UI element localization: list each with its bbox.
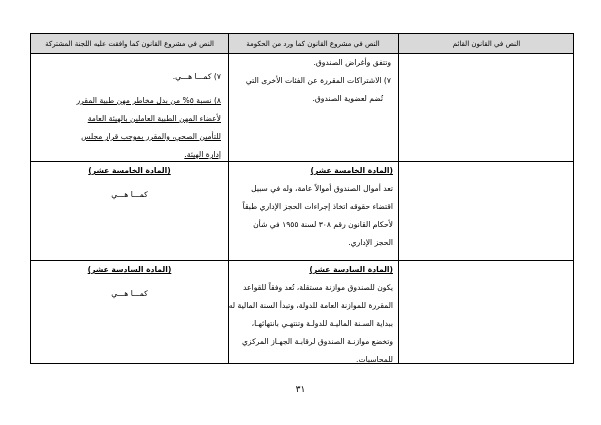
text-line: المقررة للموازنة العامة للدولة، وتبدأ السنة المالية له bbox=[228, 301, 393, 310]
text-line: تُضم لعضوية الصندوق. bbox=[312, 94, 383, 103]
text-line: ببداية السـنة الماليـة للدولـة وتنتهـي بانتهائهـا، bbox=[251, 319, 393, 328]
text-line: وتتفق وأغراض الصندوق. bbox=[313, 58, 391, 67]
text-line: وتخضع موازنـة الصندوق لرقابـة الجهـاز المركزي bbox=[241, 337, 393, 346]
row1-committee-text bbox=[37, 68, 221, 164]
table-header-row bbox=[31, 34, 573, 54]
column-divider bbox=[398, 34, 399, 363]
article-16-title-committee: (المادة السادسة عشر) bbox=[87, 265, 172, 274]
row3-government-text bbox=[228, 261, 393, 369]
committee-item-7: ٧) كمـــا هـــي. bbox=[172, 72, 221, 81]
committee-item-8-line: لأعضاء المهن الطبية العاملين بالهيئة العامة bbox=[87, 114, 221, 123]
text-line: الحجز الإداري. bbox=[348, 238, 393, 247]
committee-item-8-line: للتأمين الصحي، والمقرر بموجب قرار مجلس bbox=[81, 132, 221, 141]
page-number: ٣١ bbox=[295, 385, 306, 395]
header-current-law: النص في القانون القائم bbox=[452, 39, 521, 48]
row1-government-text bbox=[231, 54, 391, 108]
article-16-title: (المادة السادسة عشر) bbox=[309, 265, 393, 274]
committee-item-8-line: ٨) نسبة ٥% من بدل مخاطر مهن طبية المقرر bbox=[76, 96, 221, 105]
same-as-text: كمـــا هـــي bbox=[111, 190, 148, 199]
text-line: لأحكام القانون رقم ٣٠٨ لسنة ١٩٥٥ في شأن bbox=[253, 220, 393, 229]
text-line: يكون للصندوق موازنة مستقلة، تُعد وفقاً للقواعد bbox=[243, 283, 393, 292]
comparison-table bbox=[30, 33, 574, 364]
row2-committee-text bbox=[31, 162, 228, 204]
header-government: النص في مشروع القانون كما ورد من الحكومة bbox=[246, 39, 380, 48]
text-line: اقتضاء حقوقه اتخاذ إجراءات الحجز الإداري طبقاً bbox=[242, 202, 393, 211]
same-as-text: كمـــا هـــي bbox=[111, 289, 148, 298]
text-line: تعد أموال الصندوق أموالاً عامة، وله في سبيل bbox=[251, 184, 393, 193]
text-line: للمحاسبات. bbox=[356, 355, 393, 364]
article-15-title: (المادة الخامسة عشر) bbox=[310, 166, 393, 175]
header-committee: النص في مشروع القانون كما وافقت عليه اللجنة المشتركة bbox=[45, 39, 214, 48]
text-line: ٧) الاشتراكات المقررة عن الفئات الأخرى التي bbox=[245, 76, 391, 85]
row2-government-text bbox=[231, 162, 393, 252]
row3-committee-text bbox=[31, 261, 228, 303]
committee-item-8-line: إدارة الهيئة. bbox=[184, 150, 221, 159]
article-15-title-committee: (المادة الخامسة عشر) bbox=[88, 166, 171, 175]
